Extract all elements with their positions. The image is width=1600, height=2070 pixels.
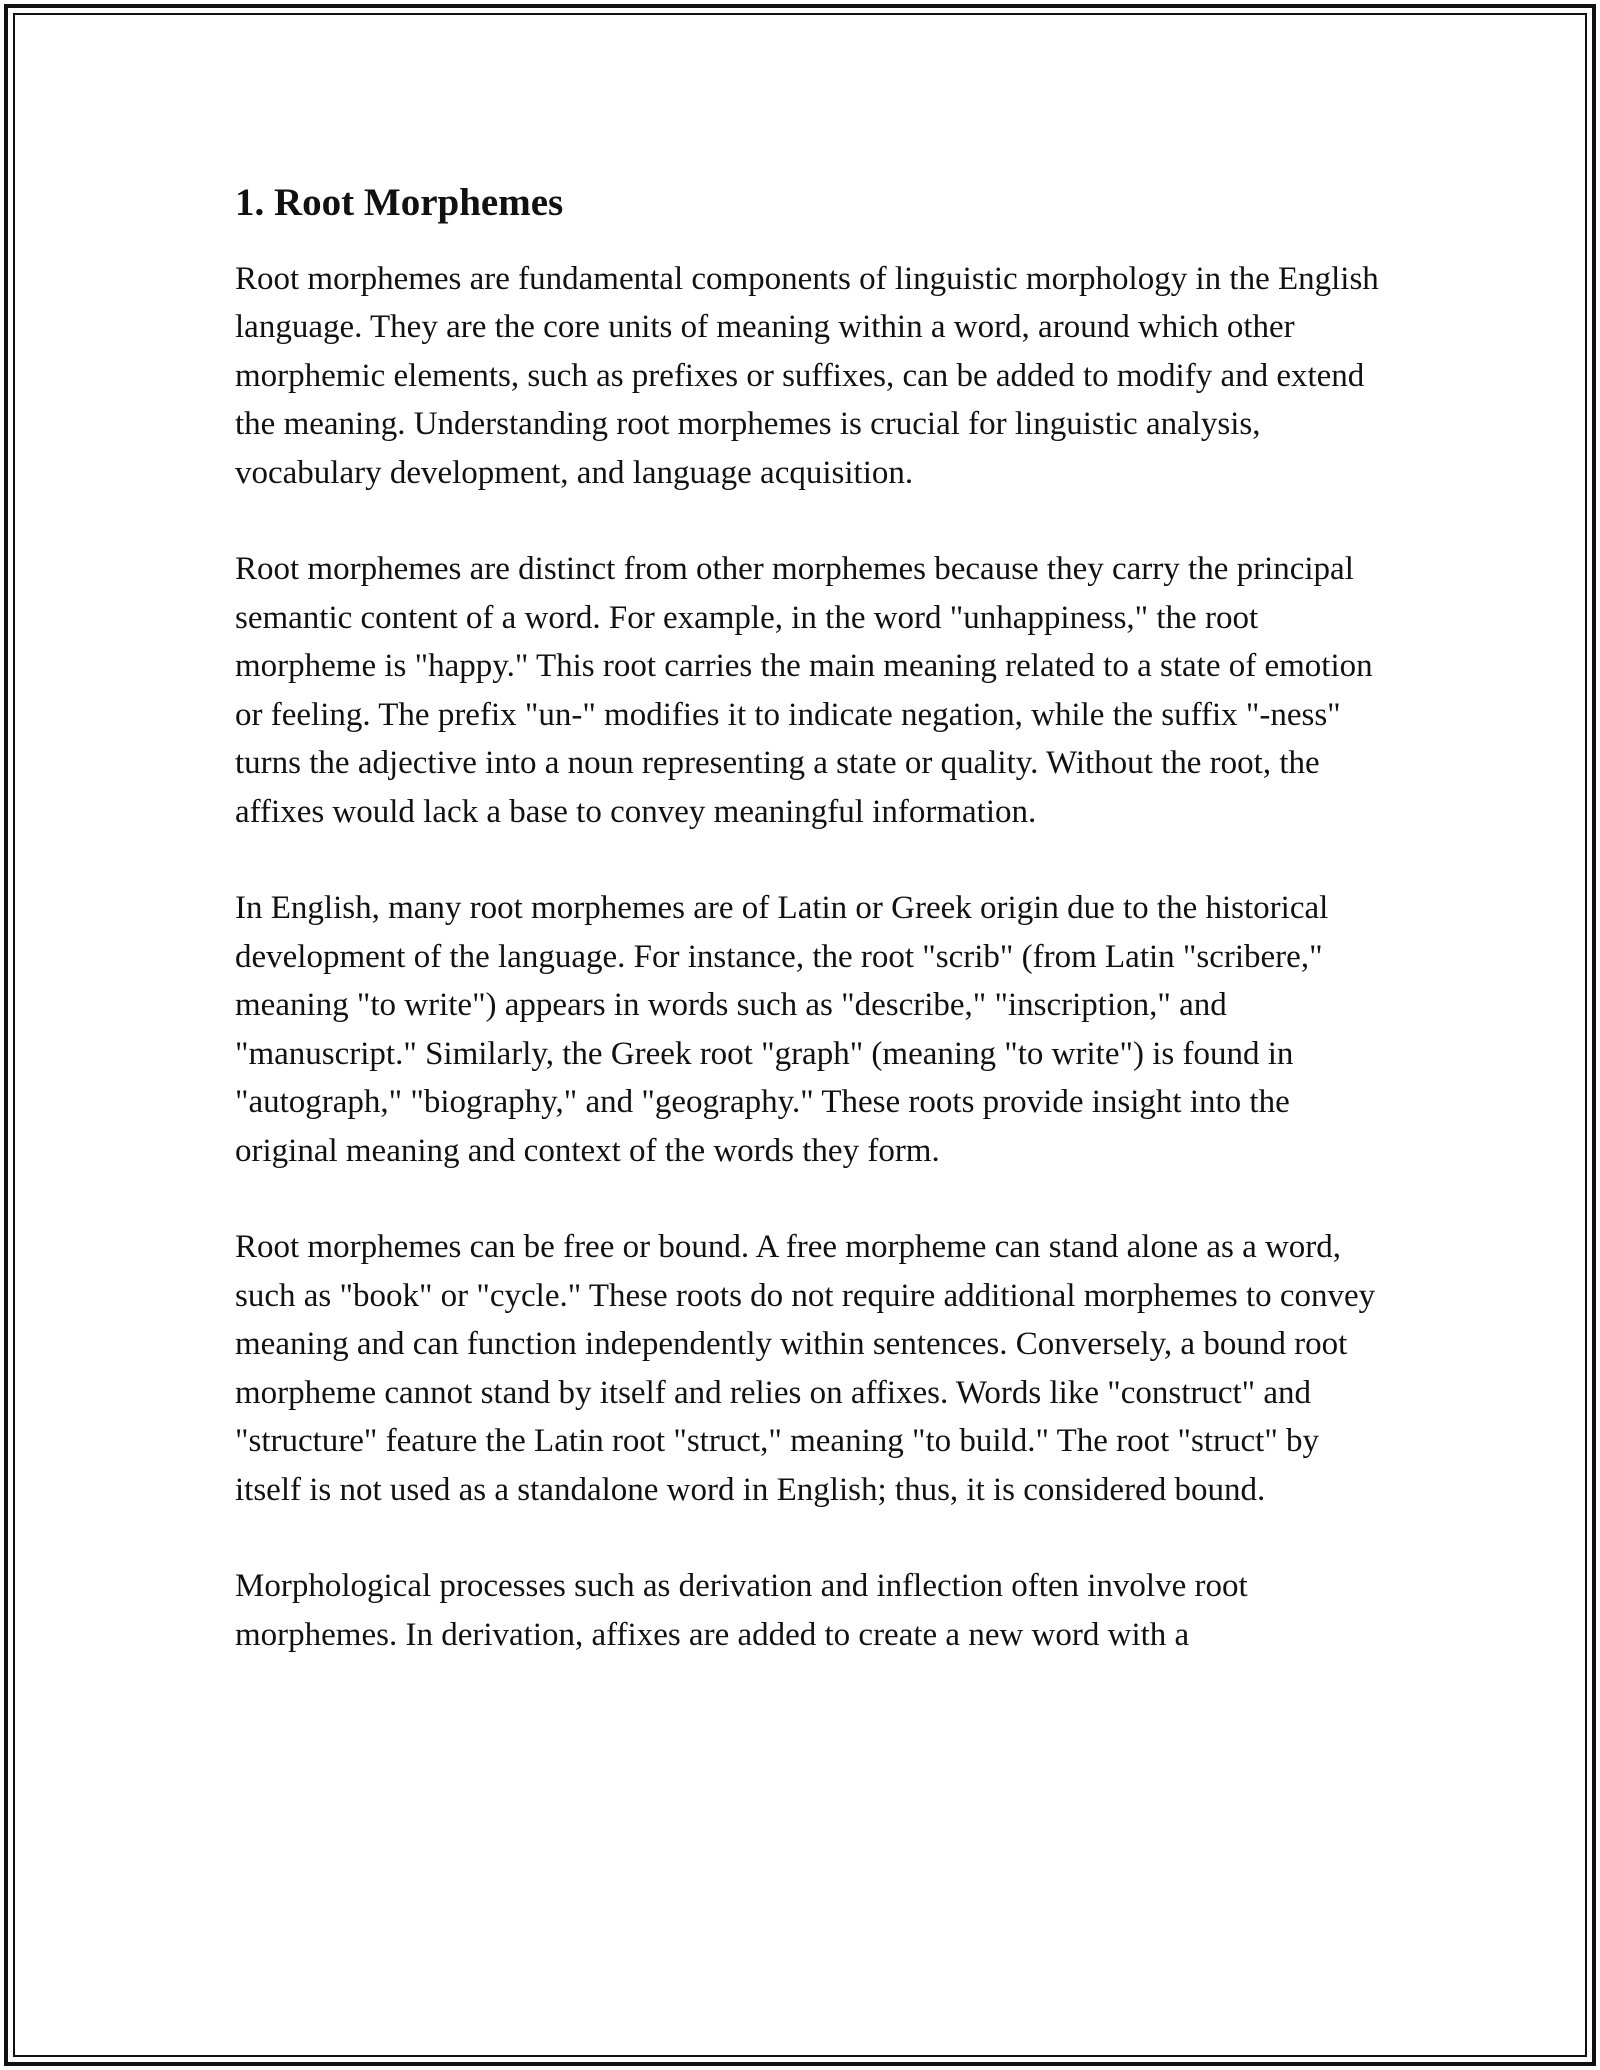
section-heading: 1. Root Morphemes — [235, 181, 564, 224]
paragraph-3: In English, many root morphemes are of Latin or Greek origin due to the historical development of the language. For instance, the root "scrib" (from Latin "scribere," meaning "to write") appears in words such as "describe," "inscription," and "manuscript." Similarly, the Greek root "graph" (meaning "to write") is found in "autograph," "biography," and "geography." These roots provide insight into the original meaning and context of the words they form. — [235, 890, 1329, 1169]
paragraph-4: Root morphemes can be free or bound. A free morpheme can stand alone as a word, such as "book" or "cycle." These roots do not require additional morphemes to convey meaning and can function independently within sentences. Conversely, a bound root morpheme cannot stand by itself and relies on affixes. Words like "construct" and "structure" feature the Latin root "struct," meaning "to build." The root "struct" by itself is not used as a standalone word in English; thus, it is considered bound. — [235, 1229, 1376, 1508]
paragraph-1: Root morphemes are fundamental components of linguistic morphology in the English language. They are the core units of meaning within a word, around which other morphemic elements, such as prefixes or suffixes, can be added to modify and extend the meaning. Understanding root morphemes is crucial for linguistic analysis, vocabulary development, and language acquisition. — [235, 260, 1379, 491]
paragraph-2: Root morphemes are distinct from other morphemes because they carry the principal semantic content of a word. For example, in the word "unhappiness," the root morpheme is "happy." This root carries the main meaning related to a state of emotion or feeling. The prefix "un-" modifies it to indicate negation, while the suffix "-ness" turns the adjective into a noun representing a state or quality. Without the root, the affixes would lack a base to convey meaningful information. — [235, 551, 1373, 830]
document-body — [235, 180, 1385, 1707]
paragraph-5: Morphological processes such as derivation and inflection often involve root morphemes. In derivation, affixes are added to create a new word with a — [235, 1568, 1248, 1653]
